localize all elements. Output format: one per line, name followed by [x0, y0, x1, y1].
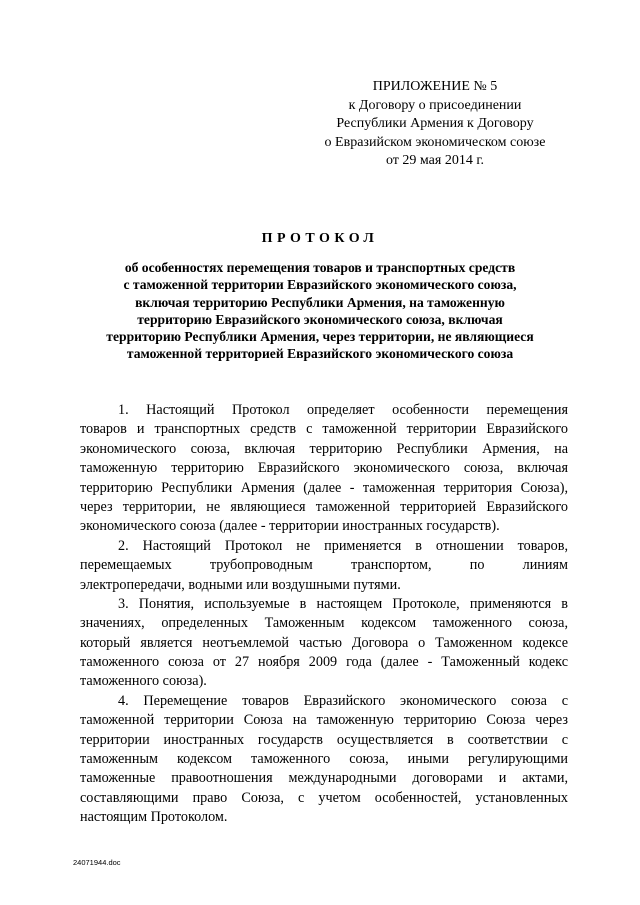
subtitle-line: включая территорию Республики Армения, на таможенную	[135, 294, 505, 310]
subtitle-line: территорию Евразийского экономического союза, включая	[137, 311, 503, 327]
paragraph-line: перемещаемых трубопроводным транспортом, по линиям	[80, 557, 568, 574]
paragraph-line: 4. Перемещение товаров Евразийского экономического союза с	[118, 692, 568, 709]
file-name-footer: 24071944.doc	[73, 858, 121, 867]
paragraph-line: таможенным кодексом таможенного союза, иными регулирующими	[80, 751, 568, 768]
subtitle-line: таможенной территорией Евразийского экономического союза	[126, 346, 514, 362]
paragraph-line: 3. Понятия, используемые в настоящем Протоколе, применяются в	[118, 595, 568, 612]
appendix-line: от 29 мая 2014 г.	[385, 153, 484, 168]
paragraph-line: который является неотъемлемой частью Договора о Таможенном кодексе	[80, 634, 568, 651]
appendix-line: к Договору о присоединении	[348, 97, 522, 113]
paragraph-line: настоящим Протоколом.	[80, 809, 228, 826]
paragraph-line: таможенную территорию Евразийского экономического союза, включая	[80, 460, 568, 477]
paragraph-line: экономического союза (далее - территории иностранных государств).	[80, 518, 500, 535]
appendix-header	[300, 78, 570, 171]
paragraph-line: электропередачи, водными или воздушными путями.	[80, 576, 401, 593]
paragraph-line: 2. Настоящий Протокол не применяется в отношении товаров,	[118, 537, 568, 554]
appendix-line: ПРИЛОЖЕНИЕ № 5	[372, 79, 498, 94]
paragraph-line: таможенного союза от 27 ноября 2009 года (далее - Таможенный кодекс	[80, 654, 568, 671]
document-title: ПРОТОКОЛ	[261, 231, 379, 246]
appendix-line: о Евразийском экономическом союзе	[324, 134, 546, 150]
paragraph-1	[80, 401, 568, 537]
paragraph-line: таможенные правоотношения международными договорами и актами,	[80, 770, 568, 787]
paragraph-line: таможенной территории Союза на таможенную территорию Союза через	[80, 712, 568, 729]
document-subtitle	[60, 259, 580, 363]
subtitle-line: территорию Республики Армения, через территории, не являющиеся	[106, 329, 534, 345]
paragraph-line: значениях, определенных Таможенным кодексом таможенного союза,	[80, 615, 568, 632]
paragraph-4	[80, 692, 568, 828]
subtitle-line: об особенностях перемещения товаров и транспортных средств	[124, 260, 516, 275]
paragraph-line: территории иностранных государств осуществляется в соответствии с	[80, 731, 568, 748]
paragraph-line: составляющими право Союза, с учетом особенностей, установленных	[80, 789, 568, 806]
paragraph-line: таможенного союза).	[80, 673, 207, 690]
paragraph-line: территорию Республики Армения (далее - таможенная территория Союза),	[80, 479, 568, 496]
paragraph-line: через территории, не являющиеся таможенной территорией Евразийского	[80, 498, 568, 515]
appendix-line: Республики Армения к Договору	[336, 116, 534, 131]
document-body	[80, 401, 568, 828]
subtitle-line: с таможенной территории Евразийского экономического союза,	[123, 277, 517, 293]
paragraph-line: товаров и транспортных средств с таможенной территории Евразийского	[80, 421, 568, 438]
paragraph-3	[80, 595, 568, 692]
paragraph-2	[80, 537, 568, 595]
paragraph-line: экономического союза, включая территорию Республики Армения, на	[80, 440, 568, 457]
paragraph-line: 1. Настоящий Протокол определяет особенности перемещения	[118, 402, 568, 418]
